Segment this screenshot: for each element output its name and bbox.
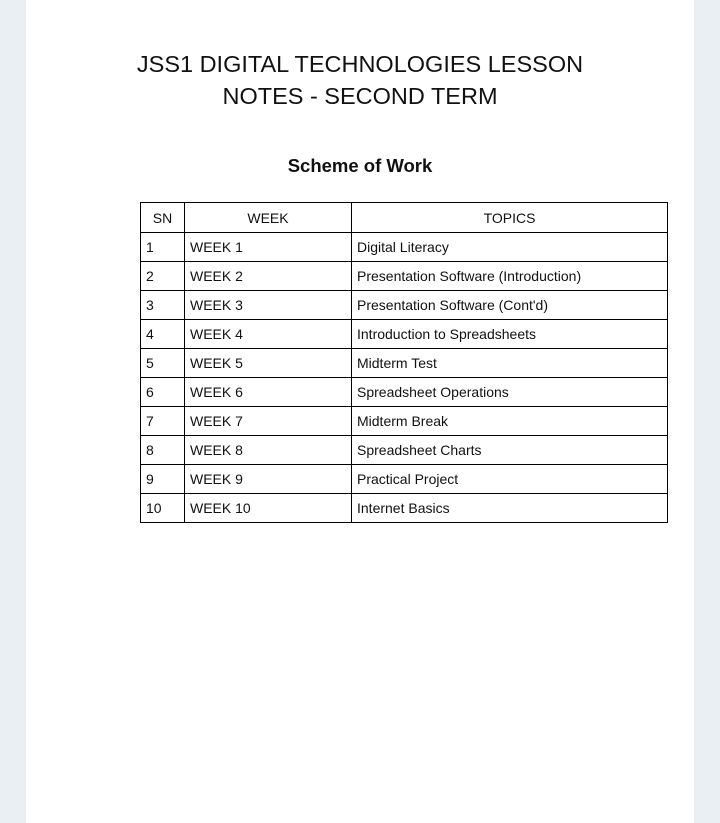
table-row (141, 378, 668, 407)
document-title (26, 48, 694, 112)
cell-week: WEEK 4 (185, 320, 352, 349)
cell-sn: 7 (141, 407, 185, 436)
document-title-line-2: NOTES - SECOND TERM (222, 83, 498, 109)
cell-topic: Practical Project (352, 465, 668, 494)
cell-week: WEEK 6 (185, 378, 352, 407)
table-row (141, 407, 668, 436)
cell-topic: Internet Basics (352, 494, 668, 523)
cell-week: WEEK 9 (185, 465, 352, 494)
document-page (26, 0, 694, 823)
cell-topic: Presentation Software (Cont'd) (352, 291, 668, 320)
cell-sn: 3 (141, 291, 185, 320)
cell-week: WEEK 10 (185, 494, 352, 523)
table-row (141, 262, 668, 291)
cell-sn: 9 (141, 465, 185, 494)
table-row (141, 349, 668, 378)
cell-week: WEEK 3 (185, 291, 352, 320)
scheme-of-work-table (140, 202, 668, 523)
table-row (141, 494, 668, 523)
cell-week: WEEK 8 (185, 436, 352, 465)
cell-sn: 1 (141, 233, 185, 262)
cell-sn: 5 (141, 349, 185, 378)
cell-topic: Digital Literacy (352, 233, 668, 262)
cell-topic: Presentation Software (Introduction) (352, 262, 668, 291)
cell-sn: 6 (141, 378, 185, 407)
table-row (141, 291, 668, 320)
table-body (141, 233, 668, 523)
cell-sn: 2 (141, 262, 185, 291)
table-row (141, 233, 668, 262)
cell-topic: Midterm Break (352, 407, 668, 436)
cell-week: WEEK 2 (185, 262, 352, 291)
column-header-week: WEEK (185, 203, 352, 233)
cell-sn: 4 (141, 320, 185, 349)
cell-sn: 8 (141, 436, 185, 465)
document-title-line-1: JSS1 DIGITAL TECHNOLOGIES LESSON (136, 51, 584, 77)
cell-topic: Midterm Test (352, 349, 668, 378)
table-header-row (141, 203, 668, 233)
cell-topic: Spreadsheet Operations (352, 378, 668, 407)
scheme-of-work-heading: Scheme of Work (287, 155, 433, 176)
cell-week: WEEK 7 (185, 407, 352, 436)
table-row (141, 436, 668, 465)
cell-week: WEEK 5 (185, 349, 352, 378)
column-header-sn: SN (141, 203, 185, 233)
cell-week: WEEK 1 (185, 233, 352, 262)
cell-topic: Introduction to Spreadsheets (352, 320, 668, 349)
column-header-topics: TOPICS (352, 203, 668, 233)
table-row (141, 320, 668, 349)
cell-sn: 10 (141, 494, 185, 523)
cell-topic: Spreadsheet Charts (352, 436, 668, 465)
table-row (141, 465, 668, 494)
